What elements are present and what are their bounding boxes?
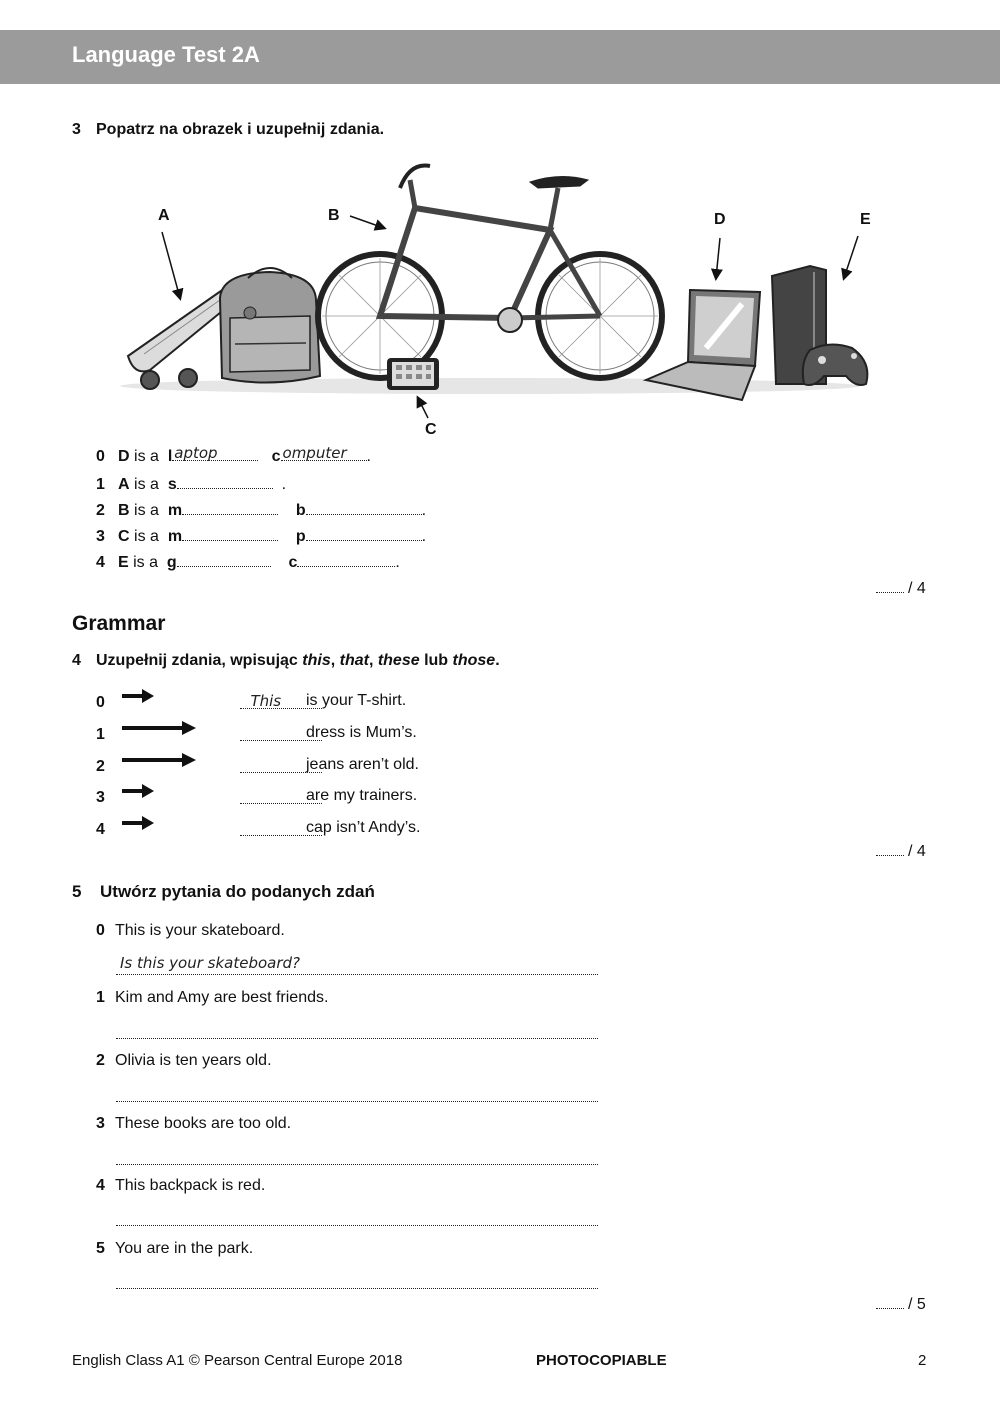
task5-item-5: 5 You are in the park. <box>96 1240 254 1257</box>
short-arrow-icon <box>120 781 160 801</box>
task4-score: / 4 <box>876 843 926 861</box>
answer-blank[interactable] <box>172 446 258 461</box>
answer-blank[interactable] <box>306 526 422 541</box>
bicycle-image <box>318 165 662 378</box>
task4-item-2: 2 jeans aren’t old. <box>96 756 516 778</box>
answer-line[interactable] <box>116 956 598 975</box>
answer-blank[interactable] <box>281 446 367 461</box>
task5-item-4: 4 This backpack is red. <box>96 1177 266 1194</box>
task3-item-1: 1 A is a s . <box>96 476 287 493</box>
label-d: D <box>714 211 726 228</box>
answer-blank[interactable] <box>177 474 273 489</box>
footer-copyright: English Class A1 © Pearson Central Europe 2018 <box>72 1352 403 1369</box>
handwritten-answer: Is this your skateboard? <box>120 954 300 972</box>
answer-line[interactable] <box>116 1146 598 1165</box>
answer-line[interactable] <box>116 1207 598 1226</box>
backpack-image <box>220 268 320 383</box>
label-a: A <box>158 207 170 224</box>
answer-blank[interactable] <box>297 552 395 567</box>
task5-item-3: 3 These books are too old. <box>96 1115 292 1132</box>
handwritten-answer: This <box>250 692 282 710</box>
task4-item-3: 3 are my trainers. <box>96 787 516 809</box>
game-console-image <box>772 266 867 385</box>
task3-heading <box>72 121 384 139</box>
grammar-section-title: Grammar <box>72 612 166 635</box>
handwritten-answer: omputer <box>282 444 347 462</box>
label-c: C <box>425 421 437 438</box>
answer-blank[interactable] <box>177 552 271 567</box>
score-blank[interactable] <box>876 1296 904 1309</box>
task3-item-2: 2 B is a m b . <box>96 502 427 519</box>
task5-item-2: 2 Olivia is ten years old. <box>96 1052 272 1069</box>
task3-item-0: 0 D is a l aptop c omputer . <box>96 444 371 465</box>
label-e: E <box>860 211 871 228</box>
task3-score: / 4 <box>876 580 926 598</box>
objects-illustration <box>110 148 890 448</box>
score-blank[interactable] <box>876 843 904 856</box>
task3-item-3: 3 C is a m p . <box>96 528 427 545</box>
long-arrow-icon <box>120 750 200 770</box>
answer-line[interactable] <box>116 1020 598 1039</box>
task4-heading: 4 Uzupełnij zdania, wpisując this, that, these lub those. <box>72 652 500 669</box>
long-arrow-icon <box>120 718 200 738</box>
handwritten-answer: aptop <box>174 444 218 462</box>
score-blank[interactable] <box>876 580 904 593</box>
task4-item-1: 1 dress is Mum’s. <box>96 724 516 746</box>
page-number: 2 <box>918 1352 927 1369</box>
short-arrow-icon <box>120 686 160 706</box>
answer-blank[interactable] <box>306 500 422 515</box>
answer-blank[interactable] <box>182 526 278 541</box>
answer-line[interactable] <box>116 1270 598 1289</box>
answer-blank[interactable] <box>182 500 278 515</box>
task3-number: 3 <box>72 121 81 138</box>
page-title: Language Test 2A <box>72 42 260 67</box>
phone-image <box>387 358 439 390</box>
task3-item-4: 4 E is a g c . <box>96 554 400 571</box>
task5-item-0: 0 This is your skateboard. <box>96 922 285 939</box>
page-header <box>0 30 1000 84</box>
short-arrow-icon <box>120 813 160 833</box>
task3-instruction: Popatrz na obrazek i uzupełnij zdania. <box>96 121 385 138</box>
task5-score: / 5 <box>876 1296 926 1314</box>
task4-item-0: 0 This is your T-shirt. <box>96 692 516 714</box>
label-b: B <box>328 207 340 224</box>
answer-line[interactable] <box>116 1083 598 1102</box>
task4-item-4: 4 cap isn’t Andy’s. <box>96 819 516 841</box>
task5-heading: 5 Utwórz pytania do podanych zdań <box>72 882 375 901</box>
task5-item-1: 1 Kim and Amy are best friends. <box>96 989 329 1006</box>
footer-photocopiable: PHOTOCOPIABLE <box>536 1352 667 1369</box>
